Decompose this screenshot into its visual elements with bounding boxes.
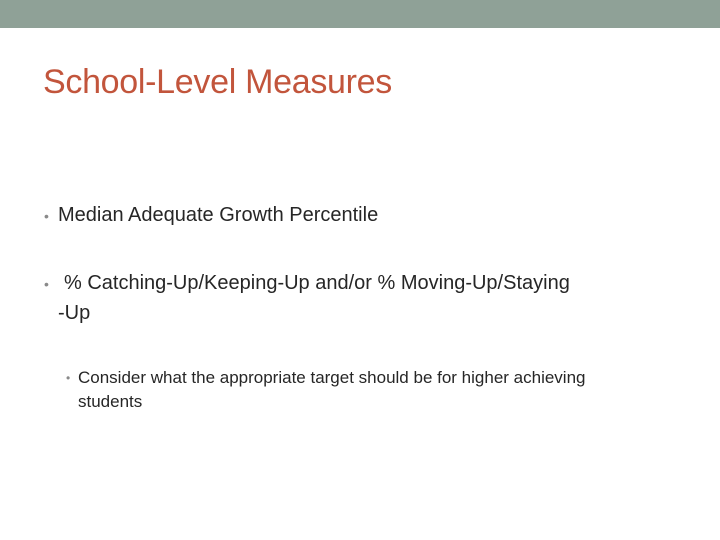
bullet-dot-icon: • [44,276,49,292]
bullet-text: Median Adequate Growth Percentile [58,204,379,226]
sub-bullet-dot-icon: • [66,371,71,385]
bullet-item-catching-up [44,270,704,326]
sub-bullet-text-continuation: students [78,392,143,411]
slide-title: School-Level Measures [43,63,392,101]
bullet-text-continuation: -Up [58,302,91,324]
bullet-dot-icon: • [44,208,49,224]
sub-bullet-item-target [66,366,706,416]
bullet-text: % Catching-Up/Keeping-Up and/or % Moving-Up/Staying [64,272,570,294]
bullet-item-median-agp [44,202,704,230]
sub-bullet-text: Consider what the appropriate target should be for higher achieving [78,368,586,387]
